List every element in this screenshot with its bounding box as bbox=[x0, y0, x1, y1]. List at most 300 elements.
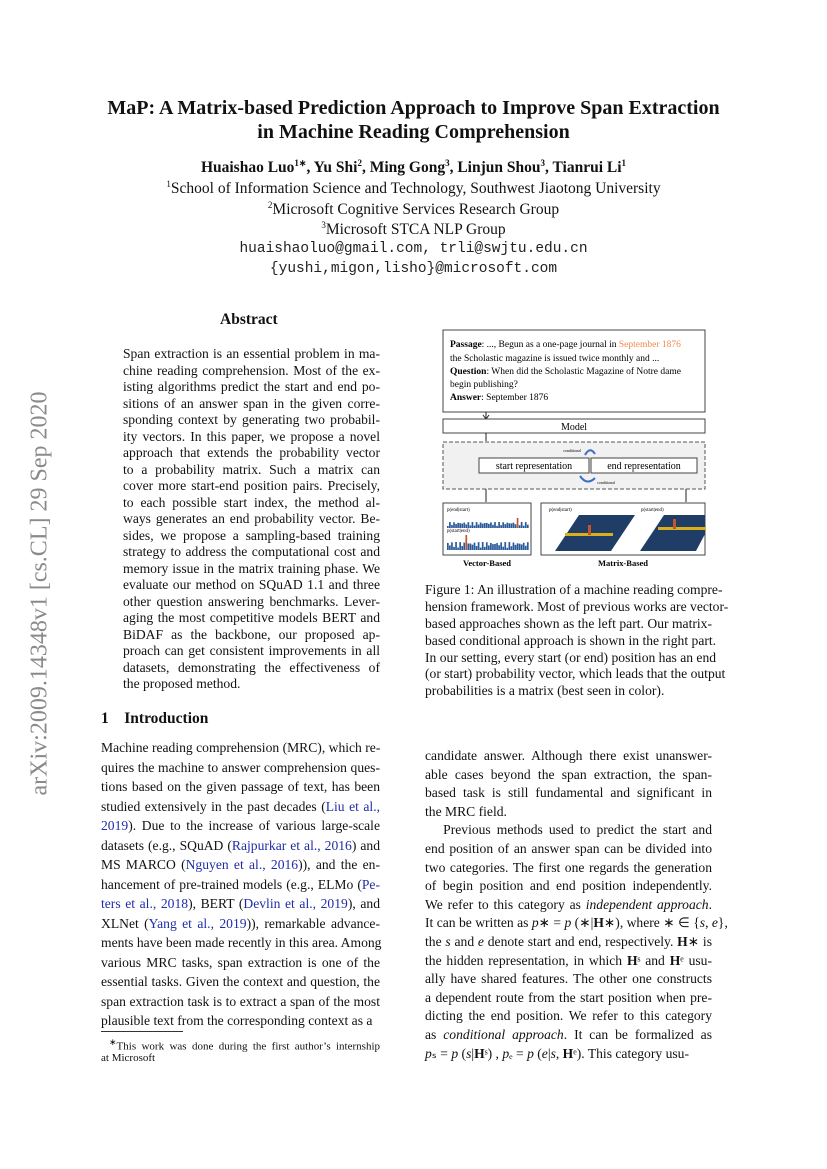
arrow-icon bbox=[486, 489, 686, 502]
text-span: s bbox=[445, 933, 451, 949]
probability-bar bbox=[470, 525, 472, 528]
text-span: }, bbox=[717, 915, 728, 931]
text-span: ( bbox=[533, 1045, 542, 1061]
text-line bbox=[123, 346, 380, 363]
text-span: ), BERT ( bbox=[188, 896, 244, 911]
text-span: XLNet ( bbox=[101, 915, 149, 931]
text-line bbox=[123, 396, 380, 413]
svg-text:start representation: start representation bbox=[495, 461, 573, 472]
text-span: studied extensively in the past decades ( bbox=[101, 798, 326, 814]
text-line bbox=[425, 970, 712, 989]
text-line bbox=[425, 616, 712, 633]
text-span: Figure 1: An illustration of a machine reading compre- bbox=[425, 582, 723, 597]
probability-bar bbox=[498, 545, 500, 550]
probability-bar bbox=[478, 525, 480, 528]
probability-bar bbox=[449, 522, 451, 528]
probability-bar bbox=[476, 522, 478, 528]
text-line bbox=[101, 777, 380, 797]
text-span: BiDAF as the backbone, our proposed ap- bbox=[123, 626, 380, 642]
question-text: Question: When did the Scholastic Magazine of Notre dame bbox=[450, 367, 681, 377]
probability-bar bbox=[506, 523, 508, 528]
answer-text: Answer: September 1876 bbox=[450, 393, 549, 403]
text-span: ( bbox=[458, 1045, 467, 1061]
probability-bar bbox=[478, 542, 480, 550]
text-span: conditional approach bbox=[443, 1026, 564, 1042]
svg-text:conditional: conditional bbox=[563, 448, 581, 453]
text-span: independent approach bbox=[585, 896, 709, 912]
citation-link[interactable]: Devlin et al., 2019 bbox=[243, 896, 348, 911]
probability-bar bbox=[513, 523, 515, 528]
probability-bar bbox=[488, 545, 490, 550]
text-line bbox=[425, 649, 717, 667]
section-heading-introduction: 1 Introduction bbox=[101, 710, 209, 727]
abstract-heading: Abstract bbox=[220, 311, 278, 328]
text-span: Span extraction is an essential problem in ma- bbox=[123, 346, 380, 361]
paper-title bbox=[0, 96, 827, 144]
text-span: as bbox=[425, 1026, 444, 1042]
probability-bar bbox=[484, 523, 486, 528]
text-line bbox=[425, 632, 717, 650]
text-span: ᵉ). This category usu- bbox=[573, 1045, 689, 1061]
probability-bar bbox=[474, 543, 476, 550]
text-span: dicting the end position. We refer to this category bbox=[425, 1008, 712, 1024]
text-span: hension framework. Most of previous works are vector- bbox=[425, 598, 729, 614]
probability-bar bbox=[519, 544, 521, 550]
text-line bbox=[123, 676, 380, 693]
text-line bbox=[123, 379, 380, 396]
author: Tianrui Li$^1$ bbox=[552, 158, 627, 177]
affiliation: $^3$Microsoft STCA NLP Group bbox=[321, 220, 506, 239]
footnote bbox=[101, 1034, 380, 1066]
probability-bar bbox=[488, 524, 490, 528]
text-line bbox=[101, 836, 380, 856]
probability-bar bbox=[451, 525, 453, 528]
text-span: able cases beyond the span extraction, the span- bbox=[425, 766, 712, 782]
text-span: evaluate our method on SQuAD 1.1 and three bbox=[123, 577, 380, 592]
text-line bbox=[101, 972, 380, 992]
text-span: based task is still fundamental and significant in bbox=[425, 785, 712, 801]
probability-bar bbox=[523, 526, 525, 528]
figure-1 bbox=[425, 322, 715, 572]
probability-bar bbox=[521, 522, 523, 528]
text-span: p bbox=[502, 1045, 510, 1061]
highlighted-row bbox=[658, 527, 706, 530]
answer-bar bbox=[673, 519, 676, 529]
text-span: ᵉ usu- bbox=[680, 952, 712, 968]
citation-link[interactable]: Rajpurkar et al., 2016 bbox=[231, 837, 352, 853]
probability-bar bbox=[457, 548, 459, 550]
text-span: various MRC tasks, span extraction is one of the bbox=[101, 954, 380, 970]
text-span: datasets (e.g., SQuAD ( bbox=[101, 837, 232, 853]
text-line bbox=[425, 803, 712, 822]
text-span: In our setting, every start (or end) position has an end bbox=[425, 649, 717, 665]
text-line bbox=[425, 683, 712, 700]
text-line bbox=[101, 953, 380, 973]
probability-bar bbox=[492, 544, 494, 550]
text-span: ∗ = bbox=[538, 915, 565, 931]
author: Linjun Shou$^3$ bbox=[457, 158, 545, 177]
probability-bar bbox=[504, 524, 506, 528]
abstract-text bbox=[123, 346, 380, 693]
text-span: the hidden representation, in which bbox=[425, 952, 627, 968]
text-span: ∗ is bbox=[687, 933, 712, 949]
author-list: Huaishao Luo$^{1∗}$, Yu Shi$^2$, Ming Gong$^3$, Linjun Shou$^3$, Tianrui Li$^1$ bbox=[200, 158, 627, 177]
text-span: the bbox=[425, 933, 446, 949]
text-span: )), remarkable advance- bbox=[246, 915, 380, 931]
passage-text: the Scholastic magazine is issued twice monthly and ... bbox=[450, 354, 660, 364]
affiliation: $^1$School of Information Science and Technology, Southwest Jiaotong University bbox=[166, 179, 661, 198]
text-span: H bbox=[677, 933, 688, 949]
text-line bbox=[123, 429, 380, 446]
footnote-rule bbox=[101, 1031, 183, 1032]
text-span: p bbox=[527, 1045, 534, 1061]
text-span: p bbox=[531, 915, 539, 931]
probability-bar bbox=[474, 526, 476, 528]
text-span: aging the most competitive models BERT and bbox=[123, 610, 380, 625]
text-line bbox=[123, 462, 380, 479]
probability-bar bbox=[500, 542, 502, 550]
probability-bar bbox=[515, 545, 517, 550]
text-line bbox=[123, 577, 380, 594]
arxiv-stamp: arXiv:2009.14348v1 [cs.CL] 29 Sep 2020 bbox=[26, 391, 53, 796]
probability-bar bbox=[449, 545, 451, 550]
probability-bar bbox=[480, 522, 482, 528]
model-label: Model bbox=[560, 422, 588, 433]
text-span: proach can get consistent improvements in all bbox=[123, 643, 380, 658]
text-span: , bbox=[705, 915, 712, 931]
text-line bbox=[123, 561, 380, 578]
text-span: other question answering benchmarks. Lever- bbox=[123, 593, 380, 609]
probability-bar bbox=[527, 542, 529, 550]
text-span: ). Due to the increase of various large-scale bbox=[128, 818, 380, 833]
affiliation: $^2$Microsoft Cognitive Services Research Group bbox=[267, 200, 560, 219]
text-line bbox=[425, 1007, 712, 1026]
text-line bbox=[123, 660, 380, 677]
text-span: ₛ = bbox=[431, 1045, 452, 1061]
text-span: of begin position and end position independently. bbox=[425, 878, 712, 894]
text-line bbox=[425, 784, 712, 803]
email-line: huaishaoluo@gmail.com, trli@swjtu.edu.cn bbox=[239, 241, 588, 257]
citation-link[interactable]: Nguyen et al., 2016 bbox=[185, 857, 299, 872]
probability-bar bbox=[502, 522, 504, 528]
probability-bar bbox=[504, 542, 506, 550]
citation-link[interactable]: Yang et al., 2019 bbox=[148, 915, 247, 931]
text-span: plausible text from the corresponding context as a bbox=[101, 1013, 373, 1028]
probability-bar bbox=[457, 523, 459, 528]
probability-bar bbox=[465, 535, 467, 550]
text-span: , bbox=[555, 1045, 563, 1061]
text-span: e bbox=[541, 1045, 548, 1061]
text-span: H bbox=[626, 952, 638, 968]
text-span: sponding context by generating two probabil- bbox=[123, 412, 380, 427]
text-span: H bbox=[669, 952, 681, 968]
text-span: isting algorithms predict the start and end po- bbox=[123, 379, 380, 394]
text-span: memory issue in the matrix training phase. We bbox=[123, 560, 380, 576]
probability-bar bbox=[472, 545, 474, 550]
probability-bar bbox=[463, 523, 465, 528]
text-span: p bbox=[451, 1045, 459, 1061]
probability-bar bbox=[447, 526, 449, 528]
text-span: probabilities is a matrix (best seen in color). bbox=[425, 683, 665, 699]
svg-text:p(end|start): p(end|start) bbox=[549, 508, 572, 513]
probability-bar bbox=[506, 548, 508, 550]
probability-bar bbox=[470, 543, 472, 550]
probability-bar bbox=[496, 543, 498, 550]
text-line bbox=[425, 598, 729, 616]
probability-bar bbox=[486, 542, 488, 550]
text-line bbox=[425, 666, 726, 683]
footnote-line: at Microsoft bbox=[101, 1052, 156, 1064]
intro-right-column bbox=[425, 747, 728, 1063]
text-line bbox=[123, 528, 380, 545]
text-span: . It can be formalized as bbox=[563, 1026, 713, 1042]
probability-bar bbox=[490, 543, 492, 550]
text-span: a dependent route from the start position when pre- bbox=[425, 989, 712, 1005]
text-span: sides, we propose a sampling-based training bbox=[123, 527, 380, 543]
text-line bbox=[425, 1026, 712, 1045]
text-line bbox=[123, 511, 380, 528]
probability-bar bbox=[525, 522, 527, 528]
text-line bbox=[101, 758, 380, 778]
text-span: p bbox=[425, 1045, 432, 1061]
text-span: the MRC field. bbox=[425, 803, 507, 819]
text-span: essential tasks. Given the context and question, the bbox=[101, 974, 380, 989]
text-line bbox=[425, 821, 712, 840]
probability-bar bbox=[498, 522, 500, 528]
text-line bbox=[101, 992, 380, 1012]
probability-bar bbox=[447, 543, 449, 550]
probability-bar bbox=[517, 518, 519, 528]
text-line bbox=[425, 747, 712, 766]
text-line bbox=[425, 877, 712, 896]
text-line bbox=[425, 952, 712, 971]
svg-text:p(start|end): p(start|end) bbox=[447, 529, 470, 534]
text-span: e bbox=[477, 933, 484, 949]
text-span: and bbox=[450, 933, 478, 949]
probability-bar bbox=[511, 523, 513, 528]
svg-text:p(end|start): p(end|start) bbox=[447, 508, 470, 513]
text-span: ˢ) , bbox=[484, 1045, 503, 1061]
text-line bbox=[123, 594, 380, 611]
question-text: begin publishing? bbox=[450, 380, 518, 390]
text-span: hancement of pre-trained models (e.g., ELMo ( bbox=[101, 876, 362, 892]
text-line bbox=[123, 643, 380, 660]
text-span: H bbox=[593, 915, 604, 931]
text-span: ˢ and bbox=[637, 952, 670, 968]
citation-link[interactable]: Pe- bbox=[361, 876, 380, 892]
probability-bar bbox=[519, 525, 521, 528]
text-span: p bbox=[564, 915, 572, 931]
probability-bar bbox=[521, 544, 523, 550]
probability-bar bbox=[480, 548, 482, 550]
text-line bbox=[101, 933, 380, 953]
probability-bar bbox=[451, 542, 453, 550]
text-line bbox=[101, 894, 380, 914]
text-line bbox=[123, 412, 380, 429]
probability-bar bbox=[472, 522, 474, 528]
text-line bbox=[123, 445, 380, 462]
text-span: s bbox=[699, 915, 706, 931]
text-span: It can be written as bbox=[425, 915, 532, 931]
matrix-based-label: Matrix-Based bbox=[597, 558, 649, 568]
text-span: s bbox=[466, 1045, 472, 1061]
probability-bar bbox=[490, 522, 492, 528]
text-span: ally have shared features. The other one constructs bbox=[425, 971, 712, 987]
probability-bar bbox=[459, 523, 461, 528]
text-line bbox=[425, 933, 712, 952]
text-span: ) and bbox=[351, 837, 380, 853]
probability-bar bbox=[453, 547, 455, 550]
text-line bbox=[425, 766, 712, 785]
text-line bbox=[425, 896, 712, 915]
title-line: MaP: A Matrix-based Prediction Approach to Improve Span Extraction bbox=[107, 97, 720, 119]
author: Yu Shi$^2$ bbox=[313, 158, 362, 177]
text-span: ∗), where ∗ ∈ { bbox=[603, 915, 700, 931]
probability-bar bbox=[484, 547, 486, 550]
intro-left-column bbox=[101, 738, 380, 1031]
text-span: s bbox=[550, 1045, 556, 1061]
text-span: ity vectors. In this paper, we propose a novel bbox=[123, 428, 380, 444]
text-span: (∗| bbox=[571, 915, 594, 931]
text-line bbox=[425, 859, 712, 878]
text-line bbox=[101, 855, 380, 875]
text-span: approach that extends the probability vector bbox=[123, 445, 380, 460]
text-line bbox=[101, 914, 380, 934]
text-span: sitions of an answer span in the given corre- bbox=[123, 395, 380, 411]
svg-text:p(start|end): p(start|end) bbox=[641, 508, 664, 513]
title-line: in Machine Reading Comprehension bbox=[257, 121, 570, 143]
probability-bar bbox=[517, 543, 519, 550]
text-span: chine reading comprehension. Most of the ex- bbox=[123, 362, 380, 378]
text-line bbox=[425, 989, 712, 1008]
email-line: {yushi,migon,lisho}@microsoft.com bbox=[269, 261, 558, 277]
citation-link[interactable]: ters et al., 2018 bbox=[101, 896, 189, 911]
probability-bar bbox=[463, 543, 465, 550]
text-span: candidate answer. Although there exist unanswer- bbox=[425, 748, 712, 763]
probability-bar bbox=[455, 524, 457, 528]
text-line bbox=[123, 544, 380, 561]
text-line bbox=[425, 582, 723, 599]
text-line bbox=[425, 840, 712, 859]
text-line bbox=[123, 478, 380, 495]
probability-bar bbox=[496, 526, 498, 528]
text-span: based approaches shown as the left part. Our matrix- bbox=[425, 615, 712, 631]
probability-bar bbox=[511, 546, 513, 550]
text-line bbox=[101, 738, 380, 758]
text-span: to a probability matrix. Such a matrix can bbox=[123, 461, 380, 477]
probability-bar bbox=[455, 542, 457, 550]
probability-bar bbox=[461, 546, 463, 550]
text-span: datasets, demonstrating the effectiveness of bbox=[123, 659, 380, 675]
probability-bar bbox=[453, 522, 455, 528]
text-span: | bbox=[547, 1045, 551, 1061]
probability-bar bbox=[465, 524, 467, 528]
text-span: the proposed method. bbox=[123, 676, 241, 691]
text-line bbox=[425, 1045, 712, 1064]
text-line bbox=[101, 875, 380, 895]
text-span: quires the machine to answer comprehension ques- bbox=[101, 759, 380, 775]
text-line bbox=[123, 610, 380, 627]
text-span: strategy to address the computational cost and bbox=[123, 544, 380, 559]
probability-bar bbox=[500, 525, 502, 528]
text-span: two categories. The first one regards the generation bbox=[425, 859, 712, 875]
footnote-line: ∗This work was done during the first author’s internship bbox=[109, 1037, 380, 1053]
text-line bbox=[425, 914, 728, 933]
arrow-icon bbox=[483, 412, 489, 419]
answer-bar bbox=[588, 525, 591, 535]
text-span: to each possible start index, the method al- bbox=[123, 494, 380, 510]
text-span: MS MARCO ( bbox=[101, 857, 186, 872]
probability-bar bbox=[523, 543, 525, 550]
probability-bar bbox=[509, 542, 511, 550]
text-span: ways generates an end probability vector. Be- bbox=[123, 511, 380, 526]
text-span: tions based on the given passage of text, has been bbox=[101, 779, 380, 794]
text-span: span extraction task is to extract a span of the most bbox=[101, 993, 380, 1009]
text-span: We refer to this category as bbox=[425, 896, 586, 912]
text-span: end position of an answer span can be divided into bbox=[425, 840, 712, 856]
text-line bbox=[101, 816, 380, 836]
probability-bar bbox=[513, 543, 515, 550]
text-line bbox=[123, 495, 380, 512]
text-span: )), and the en- bbox=[298, 857, 381, 872]
text-span: | bbox=[471, 1045, 475, 1061]
probability-bar bbox=[509, 523, 511, 528]
probability-bar bbox=[482, 542, 484, 550]
probability-bar bbox=[468, 522, 470, 528]
passage-text: Passage: ..., Begun as a one-page journal in September 1876 bbox=[450, 340, 681, 350]
text-line bbox=[123, 363, 380, 380]
author: Huaishao Luo$^{1∗}$ bbox=[200, 158, 307, 177]
text-span: cover more start-end position pairs. Precisely, bbox=[123, 478, 380, 493]
probability-bar bbox=[476, 546, 478, 550]
probability-bar bbox=[527, 525, 529, 528]
probability-bar bbox=[502, 547, 504, 550]
text-span: . bbox=[708, 896, 712, 912]
probability-bar bbox=[515, 524, 517, 528]
probability-bar bbox=[461, 524, 463, 528]
probability-bar bbox=[459, 542, 461, 550]
probability-bar bbox=[486, 523, 488, 528]
author: Ming Gong$^3$ bbox=[369, 158, 450, 177]
text-span: Previous methods used to predict the start and bbox=[425, 822, 712, 838]
probability-bar bbox=[525, 546, 527, 550]
text-span: (or start) probability vector, which leads that the output bbox=[425, 666, 726, 682]
probability-bar bbox=[468, 543, 470, 550]
text-span: ₑ = bbox=[509, 1045, 528, 1061]
text-span: e bbox=[711, 915, 718, 931]
probability-bar bbox=[494, 544, 496, 550]
svg-text:end representation: end representation bbox=[607, 461, 681, 472]
text-span: based conditional approach is shown in the right part. bbox=[425, 632, 717, 648]
vector-based-label: Vector-Based bbox=[463, 558, 511, 568]
text-line bbox=[123, 627, 380, 644]
probability-bar bbox=[492, 525, 494, 528]
text-span: Machine reading comprehension (MRC), which re- bbox=[101, 740, 381, 755]
citation-link[interactable]: 2019 bbox=[101, 818, 129, 833]
citation-link[interactable]: Liu et al., bbox=[325, 798, 380, 814]
text-span: denote start and end, respectively. bbox=[483, 933, 678, 949]
text-span: H bbox=[474, 1045, 485, 1061]
text-line bbox=[101, 797, 380, 817]
figure-caption bbox=[425, 582, 729, 700]
probability-bar bbox=[482, 524, 484, 528]
svg-text:conditional: conditional bbox=[597, 480, 615, 485]
text-span: ments have been made recently in this area. Among bbox=[101, 935, 382, 950]
text-span: ), and bbox=[347, 896, 380, 911]
text-span: H bbox=[562, 1045, 574, 1061]
text-line bbox=[101, 1011, 380, 1031]
probability-bar bbox=[494, 522, 496, 528]
